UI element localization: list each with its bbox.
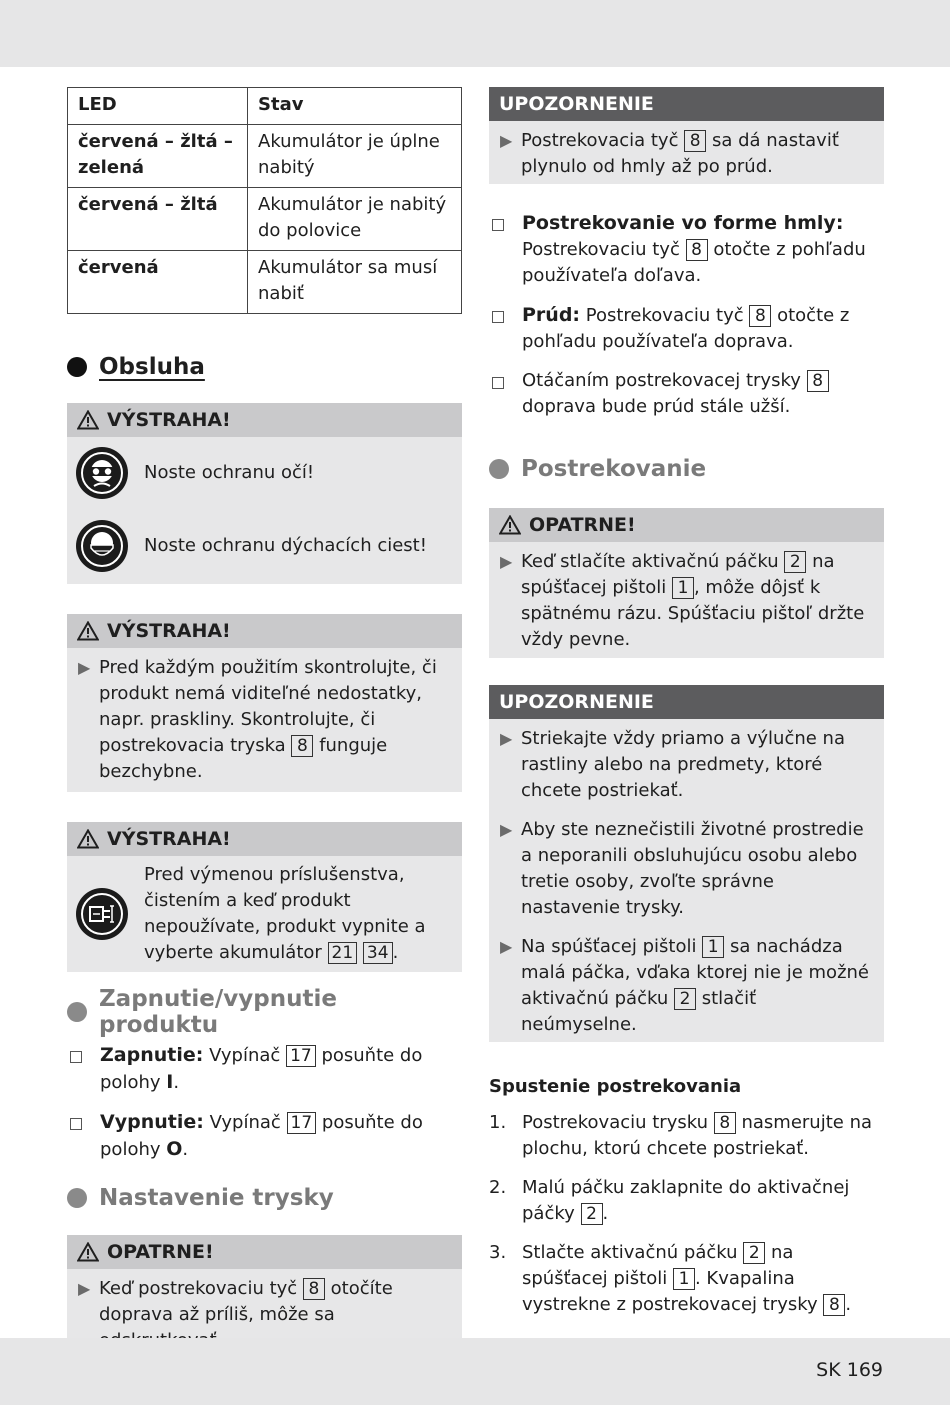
notice-item: ▶ Postrekovacia tyč 8 sa dá nastaviť plynulo od hmly až po prúd.	[489, 128, 884, 180]
bullet-dot-icon	[67, 1188, 87, 1208]
table-cell: Akumulátor je úplne nabitý	[248, 125, 462, 188]
part-number: 8	[714, 1112, 736, 1134]
checkbox-bullet-icon	[67, 1042, 100, 1096]
notice-item: ▶ Striekajte vždy priamo a výlučne na rastliny alebo na predmety, ktoré chcete postriekať.	[489, 726, 884, 804]
list-item: 3. Stlačte aktivačnú páčku 2 na spúšťacej pištoli 1 . Kvapalina vystrekne z postrekovacej trysky 8 .	[489, 1242, 852, 1315]
led-status-table	[67, 87, 462, 314]
section-heading-nozzle: Nastavenie trysky	[67, 1181, 462, 1215]
eye-protection-text: Noste ochranu očí!	[144, 462, 315, 483]
left-column	[67, 87, 462, 1359]
subheading-start-spraying: Spustenie postrekovania	[489, 1076, 742, 1097]
part-number: 2	[581, 1203, 603, 1225]
eye-protection-icon	[76, 447, 128, 499]
warning-header: VÝSTRAHA!	[67, 614, 462, 648]
bullet-dot-icon	[67, 357, 87, 377]
table-row	[68, 188, 462, 251]
caution-header: OPATRNE!	[489, 508, 884, 542]
part-number: 8	[749, 305, 771, 327]
part-number: 8	[291, 735, 313, 757]
notice-item: ▶ Aby ste neznečistili životné prostredie a neporanili obsluhujúcu osobu alebo tretie osoby, zvoľte správne nastavenie trysky.	[489, 817, 884, 921]
arrow-bullet-icon: ▶	[78, 658, 91, 677]
arrow-bullet-icon: ▶	[500, 552, 513, 571]
table-cell: červená	[68, 251, 248, 314]
section-heading-spraying: Postrekovanie	[489, 452, 884, 486]
table-cell: červená – žltá	[68, 188, 248, 251]
checkbox-bullet-icon	[67, 1109, 100, 1163]
table-header-status: Stav	[248, 88, 462, 125]
arrow-bullet-icon: ▶	[500, 820, 513, 839]
notice-box-spraying	[489, 685, 884, 1042]
warning-header: VÝSTRAHA!	[67, 403, 462, 437]
warning-item: ▶ Pred každým použitím skontrolujte, či produkt nemá viditeľné nedostatky, napr. praskliny. Skontrolujte, či postrekovacia tryska 8 funguje bezchybne.	[67, 655, 462, 785]
part-number: 8	[686, 239, 708, 261]
part-number: 8	[303, 1278, 325, 1300]
battery-removal-row	[67, 862, 462, 966]
section-heading-onoff: Zapnutie/vypnutie produktu	[67, 995, 462, 1029]
caution-header: OPATRNE!	[67, 1235, 462, 1269]
section-heading-obsluha: Obsluha	[67, 350, 462, 384]
warning-box-ppe	[67, 403, 462, 584]
table-cell: Akumulátor sa musí nabiť	[248, 251, 462, 314]
warning-box-inspection	[67, 614, 462, 792]
part-number: 2	[743, 1242, 765, 1264]
checkbox-bullet-icon	[489, 302, 522, 355]
arrow-bullet-icon: ▶	[500, 729, 513, 748]
warning-triangle-icon	[77, 1242, 99, 1262]
part-number: 2	[784, 551, 806, 573]
table-header-led: LED	[68, 88, 248, 125]
arrow-bullet-icon: ▶	[500, 937, 513, 956]
part-number: 34	[363, 942, 393, 964]
top-band	[0, 0, 950, 67]
jet-instruction: Prúd: Postrekovaciu tyč 8 otočte z pohľadu používateľa doprava.	[489, 302, 884, 355]
page-number: SK 169	[816, 1359, 883, 1381]
part-number: 8	[684, 130, 706, 152]
notice-item: ▶ Na spúšťacej pištoli 1 sa nachádza malá páčka, vďaka ktorej nie je možné aktivačnú páčku 2 stlačiť neúmyselne.	[489, 934, 884, 1038]
warning-triangle-icon	[77, 829, 99, 849]
part-number: 21	[328, 942, 358, 964]
respiratory-protection-text: Noste ochranu dýchacích ciest!	[144, 535, 427, 556]
warning-triangle-icon	[77, 621, 99, 641]
caution-box-recoil	[489, 508, 884, 658]
respiratory-protection-row	[67, 520, 462, 572]
part-number: 8	[807, 370, 829, 392]
warning-header: VÝSTRAHA!	[67, 822, 462, 856]
part-number: 1	[702, 936, 724, 958]
notice-header: UPOZORNENIE	[489, 685, 884, 719]
warning-triangle-icon	[77, 410, 99, 430]
list-item: 2. Malú páčku zaklapnite do aktivačnej páčky 2 .	[489, 1177, 850, 1224]
notice-header: UPOZORNENIE	[489, 87, 884, 121]
arrow-bullet-icon: ▶	[78, 1279, 91, 1298]
part-number: 1	[673, 1268, 695, 1290]
table-header-row	[68, 88, 462, 125]
part-number: 17	[287, 1112, 317, 1134]
table-row	[68, 125, 462, 188]
table-cell: červená – žltá – zelená	[68, 125, 248, 188]
respiratory-mask-icon	[76, 520, 128, 572]
bottom-band	[0, 1338, 950, 1405]
part-number: 1	[672, 577, 694, 599]
arrow-bullet-icon: ▶	[500, 131, 513, 150]
switch-off-instruction: Vypnutie: Vypínač 17 posuňte do polohy O.	[67, 1109, 462, 1163]
part-number: 2	[674, 988, 696, 1010]
bullet-dot-icon	[67, 1002, 87, 1022]
warning-triangle-icon	[499, 515, 521, 535]
right-column	[489, 87, 884, 1318]
table-cell: Akumulátor je nabitý do polovice	[248, 188, 462, 251]
warning-box-battery	[67, 822, 462, 972]
bullet-dot-icon	[489, 459, 509, 479]
table-row	[68, 251, 462, 314]
caution-item: ▶ Keď postrekovaciu tyč 8 otočíte doprava až príliš, môže sa	[67, 1276, 462, 1354]
part-number: 17	[286, 1045, 316, 1067]
checkbox-bullet-icon	[489, 368, 522, 420]
turn-instruction: Otáčaním postrekovacej trysky 8 doprava bude prúd stále užší.	[489, 368, 884, 420]
caution-item: ▶ Keď stlačíte aktivačnú páčku 2 na spúšťacej pištoli 1 , môže dôjsť k spätnému rázu. Spúšťaciu pištoľ držte vždy pevne.	[489, 549, 884, 653]
checkbox-bullet-icon	[489, 210, 522, 289]
list-item: 1. Postrekovaciu trysku 8 nasmerujte na plochu, ktorú chcete postriekať.	[489, 1112, 873, 1159]
mist-instruction: Postrekovanie vo forme hmly: Postrekovaciu tyč 8 otočte z pohľadu používateľa doľava.	[489, 210, 884, 289]
battery-removal-text: Pred výmenou príslušenstva, čistením a keď produkt nepoužívate, produkt vypnite a vyberte akumulátor 21 34 .	[144, 864, 426, 963]
unplug-battery-icon	[76, 888, 128, 940]
switch-on-instruction: Zapnutie: Vypínač 17 posuňte do polohy I.	[67, 1042, 462, 1096]
part-number: 8	[823, 1294, 845, 1316]
notice-box-adjust	[489, 87, 884, 184]
eye-protection-row	[67, 447, 462, 499]
